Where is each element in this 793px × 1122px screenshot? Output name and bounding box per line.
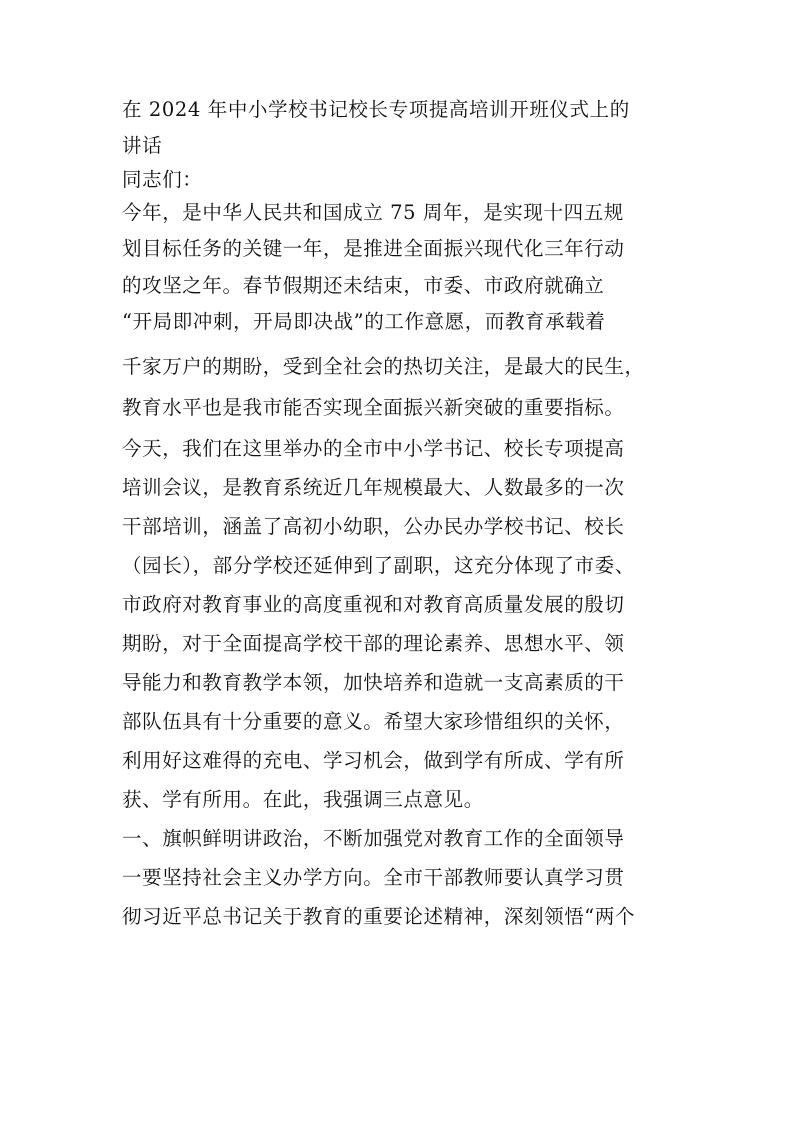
section-1-heading: 一、旗帜鲜明讲政治，不断加强党对教育工作的全面领导 — [122, 827, 625, 850]
paragraph-2-line-6: 期盼，对于全面提高学校干部的理论素养、思想水平、领 — [122, 632, 625, 655]
paragraph-2-line-7: 导能力和教育教学本领，加快培养和造就一支高素质的干 — [122, 671, 625, 694]
paragraph-2-line-8: 部队伍具有十分重要的意义。希望大家珍惜组织的关怀， — [122, 710, 625, 733]
paragraph-1-line-5: 千家万户的期盼，受到全社会的热切关注，是最大的民生， — [122, 355, 645, 378]
paragraph-1-line-1: 今年，是中华人民共和国成立 75 周年，是实现十四五规 — [122, 201, 624, 224]
paragraph-2-line-1: 今天，我们在这里举办的全市中小学书记、校长专项提高 — [122, 437, 625, 460]
paragraph-1-line-6: 教育水平也是我市能否实现全面振兴新突破的重要指标。 — [122, 396, 625, 419]
salutation: 同志们： — [122, 168, 203, 191]
paragraph-2-line-2: 培训会议，是教育系统近几年规模最大、人数最多的一次 — [122, 476, 625, 499]
paragraph-2-line-10: 获、学有所用。在此，我强调三点意见。 — [122, 788, 484, 811]
paragraph-3-line-1: 一要坚持社会主义办学方向。全市干部教师要认真学习贯 — [122, 866, 625, 889]
document-title-line-2: 讲话 — [122, 134, 163, 157]
paragraph-2-line-3: 干部培训，涵盖了高初小幼职，公办民办学校书记、校长 — [122, 515, 625, 538]
paragraph-1-line-3: 的攻坚之年。春节假期还未结束，市委、市政府就确立 — [122, 274, 605, 297]
paragraph-1-line-4: “开局即冲刺，开局即决战”的工作意愿，而教育承载着 — [122, 310, 606, 333]
paragraph-2-line-4: （园长），部分学校还延伸到了副职，这充分体现了市委、 — [122, 554, 635, 577]
paragraph-2-line-5: 市政府对教育事业的高度重视和对教育高质量发展的殷切 — [122, 593, 625, 616]
paragraph-3-line-2: 彻习近平总书记关于教育的重要论述精神，深刻领悟“两个 — [122, 905, 636, 928]
paragraph-1-line-2: 划目标任务的关键一年，是推进全面振兴现代化三年行动 — [122, 237, 625, 260]
paragraph-2-line-9: 利用好这难得的充电、学习机会，做到学有所成、学有所 — [122, 749, 625, 772]
document-title-line-1: 在 2024 年中小学校书记校长专项提高培训开班仪式上的 — [122, 98, 630, 121]
